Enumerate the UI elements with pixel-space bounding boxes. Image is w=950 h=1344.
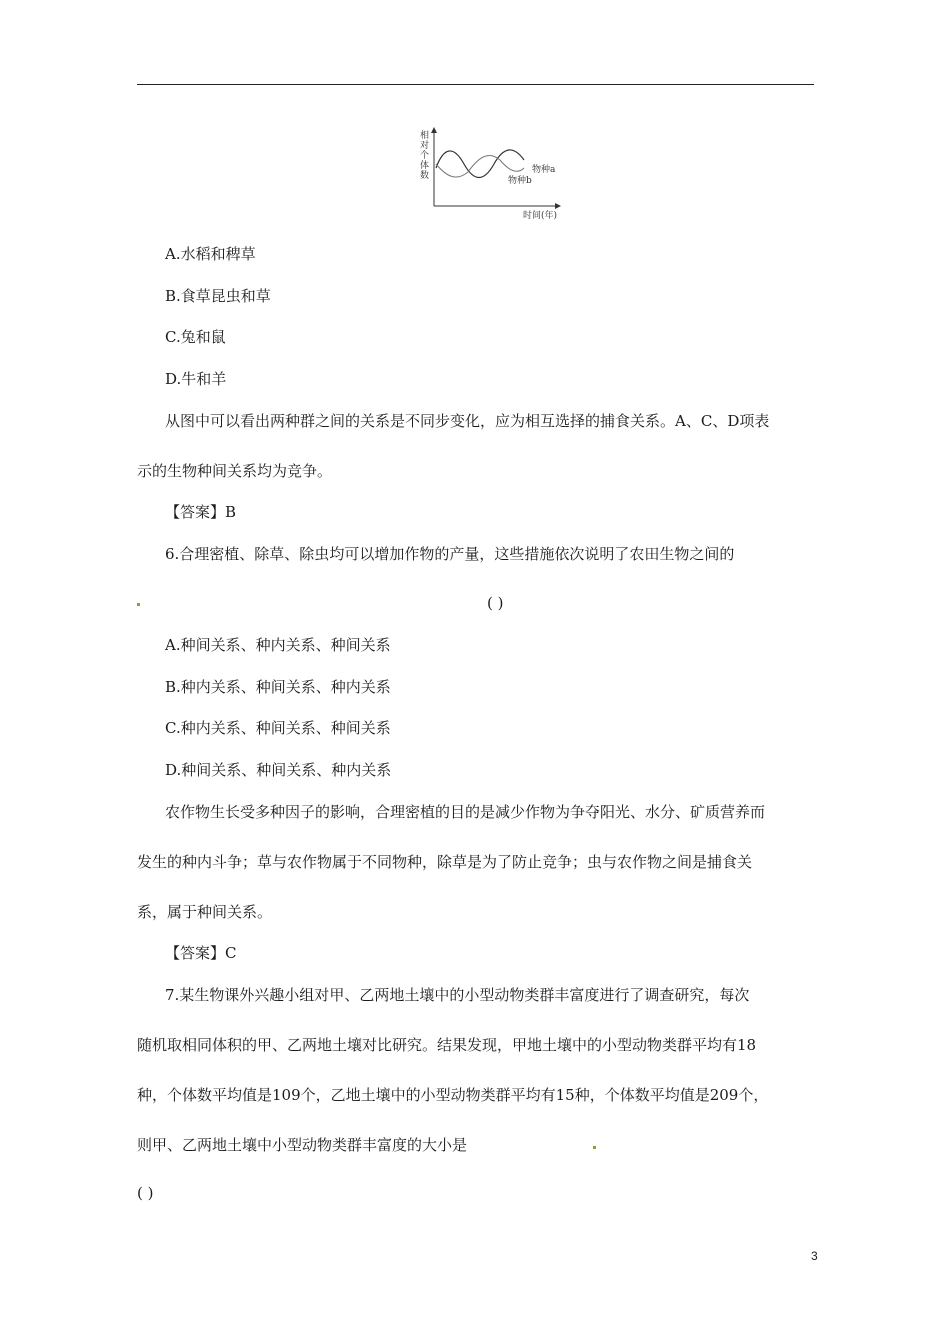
stray-dot — [137, 603, 140, 606]
y-label-char: 个 — [420, 151, 430, 161]
species-a-label: 物种a — [532, 165, 556, 175]
q5-option-c: C.兔和鼠 — [165, 328, 226, 346]
q5-explanation-line: 从图中可以看出两种群之间的关系是不同步变化，应为相互选择的捕食关系。A、C、D项表 — [165, 412, 770, 430]
q6-stem: 6.合理密植、除草、除虫均可以增加作物的产量，这些措施依次说明了农田生物之间的 — [165, 545, 735, 563]
q6-option-c: C.种内关系、种间关系、种间关系 — [165, 719, 391, 737]
y-label-char: 体 — [420, 161, 430, 171]
q7-stem-line: 7.某生物课外兴趣小组对甲、乙两地土壤中的小型动物类群丰富度进行了调查研究，每次 — [165, 986, 750, 1004]
page-number: 3 — [811, 1249, 818, 1263]
q6-answer: 【答案】C — [165, 944, 237, 962]
q6-explanation-line: 系，属于种间关系。 — [137, 903, 273, 921]
y-label-char: 对 — [420, 141, 430, 151]
population-chart — [410, 124, 570, 224]
q6-option-a: A.种间关系、种内关系、种间关系 — [165, 636, 391, 654]
q6-option-b: B.种内关系、种间关系、种内关系 — [165, 678, 391, 696]
header-rule — [137, 84, 814, 85]
species-a-curve — [436, 150, 524, 178]
q6-explanation-line: 农作物生长受多种因子的影响，合理密植的目的是减少作物为争夺阳光、水分、矿质营养而 — [165, 803, 766, 821]
q7-stem-line: 种，个体数平均值是109个，乙地土壤中的小型动物类群平均有15种，个体数平均值是209个， — [137, 1086, 769, 1104]
q5-answer: 【答案】B — [165, 503, 237, 521]
q5-option-b: B.食草昆虫和草 — [165, 287, 271, 305]
population-figure — [410, 124, 570, 224]
q7-stem-line: 随机取相同体积的甲、乙两地土壤对比研究。结果发现，甲地土壤中的小型动物类群平均有18 — [137, 1036, 757, 1054]
q6-answer-blank: ( ) — [487, 594, 504, 612]
species-b-label: 物种b — [508, 176, 532, 186]
stray-dot — [593, 1146, 596, 1149]
x-axis-label: 时间(年) — [523, 211, 558, 221]
y-label-char: 相 — [420, 131, 430, 141]
q7-stem-line: 则甲、乙两地土壤中小型动物类群丰富度的大小是 — [137, 1136, 468, 1154]
q5-option-a: A.水稻和稗草 — [165, 245, 256, 263]
q5-option-d: D.牛和羊 — [165, 370, 227, 388]
q6-option-d: D.种间关系、种间关系、种内关系 — [165, 761, 392, 779]
y-label-char: 数 — [420, 171, 430, 181]
q5-explanation-line: 示的生物种间关系均为竞争。 — [137, 462, 333, 480]
species-b-curve — [436, 156, 524, 178]
q6-explanation-line: 发生的种内斗争；草与农作物属于不同物种，除草是为了防止竞争；虫与农作物之间是捕食关 — [137, 853, 753, 871]
q7-answer-blank: ( ) — [137, 1184, 154, 1202]
